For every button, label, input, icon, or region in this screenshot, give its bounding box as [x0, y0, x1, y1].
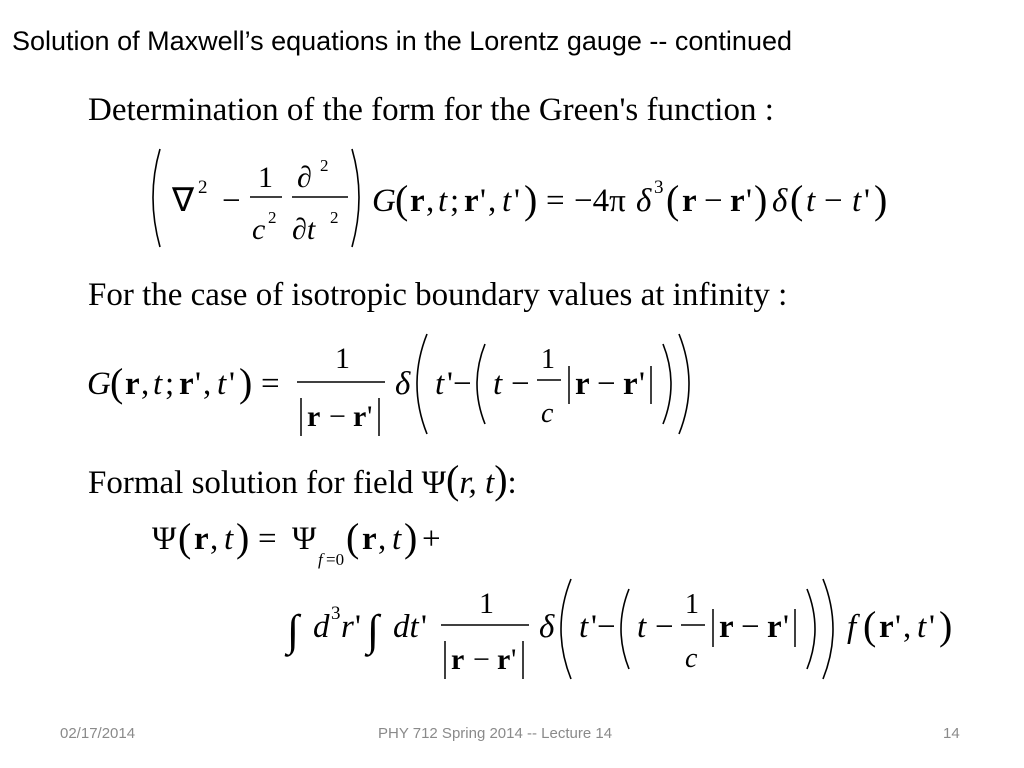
svg-text:r: r — [125, 366, 140, 402]
svg-text:∂: ∂ — [297, 161, 312, 194]
svg-text:t: t — [852, 183, 862, 219]
slide-title: Solution of Maxwell’s equations in the Lorentz gauge -- continued — [12, 26, 792, 56]
svg-text:,: , — [203, 366, 212, 402]
heading-formal-solution: Formal solution for field Ψ(r, t): — [88, 457, 517, 502]
heading-formal-args: r, t — [459, 465, 495, 501]
svg-text:−: − — [473, 643, 490, 676]
svg-text:c: c — [541, 398, 554, 429]
svg-text:∫: ∫ — [367, 606, 380, 655]
svg-text:': ' — [929, 609, 935, 645]
svg-text:t: t — [579, 609, 589, 645]
svg-text:;: ; — [165, 366, 175, 402]
svg-text:r: r — [497, 643, 511, 676]
svg-text:): ) — [874, 177, 888, 222]
formal-solution-line2 — [285, 575, 965, 690]
svg-text:=0: =0 — [326, 550, 345, 569]
svg-text:): ) — [404, 515, 418, 560]
svg-text:): ) — [239, 360, 253, 405]
svg-text:r: r — [719, 609, 734, 645]
svg-text:t: t — [435, 366, 445, 402]
heading-formal-colon: : — [507, 465, 517, 501]
footer-page-number: 14 — [943, 725, 960, 742]
heading-isotropic: For the case of isotropic boundary values at infinity : — [88, 277, 788, 313]
svg-text:−: − — [704, 183, 723, 219]
svg-text:δ: δ — [636, 183, 652, 219]
svg-text:G: G — [372, 183, 396, 219]
svg-text:': ' — [480, 183, 486, 219]
svg-text:': ' — [514, 183, 520, 219]
svg-text:,: , — [378, 521, 387, 557]
svg-text:r: r — [464, 183, 479, 219]
svg-text:r: r — [362, 521, 377, 557]
formal-solution-line1 — [150, 505, 480, 585]
svg-text:r: r — [623, 366, 638, 402]
svg-text:−: − — [741, 609, 760, 645]
svg-text:,: , — [141, 366, 150, 402]
svg-text:): ) — [524, 177, 538, 222]
svg-text:): ) — [236, 515, 250, 560]
svg-text:'−: '− — [447, 366, 472, 402]
svg-text:dt: dt — [393, 609, 419, 645]
svg-text:': ' — [639, 366, 645, 402]
svg-text:': ' — [746, 183, 752, 219]
svg-text:r: r — [410, 183, 425, 219]
svg-text:d: d — [313, 609, 330, 645]
svg-text:': ' — [421, 609, 427, 645]
svg-text:(: ( — [790, 177, 804, 222]
svg-text:,: , — [488, 183, 497, 219]
svg-text:t: t — [392, 521, 402, 557]
svg-text:=: = — [261, 366, 280, 402]
svg-text:G: G — [87, 366, 111, 402]
svg-text:': ' — [195, 366, 201, 402]
svg-text:'−: '− — [591, 609, 616, 645]
svg-text:,: , — [210, 521, 219, 557]
svg-text:1: 1 — [685, 589, 699, 620]
svg-text:(: ( — [178, 515, 192, 560]
svg-text:': ' — [511, 643, 517, 676]
svg-text:r: r — [767, 609, 782, 645]
svg-text:r: r — [341, 609, 354, 645]
svg-text:f: f — [847, 609, 857, 645]
svg-text:t: t — [637, 609, 647, 645]
svg-text:(: ( — [666, 177, 680, 222]
heading-formal-psi: Ψ — [421, 465, 446, 501]
svg-text:(: ( — [346, 515, 360, 560]
svg-text:r: r — [307, 400, 321, 433]
svg-text:2: 2 — [268, 208, 277, 227]
svg-text:t: t — [806, 183, 816, 219]
heading-formal-label: Formal solution for field — [88, 465, 414, 501]
svg-text:+: + — [422, 521, 441, 557]
footer-date: 02/17/2014 — [60, 725, 136, 742]
svg-text:': ' — [355, 609, 361, 645]
svg-text:3: 3 — [331, 603, 341, 624]
svg-text:c: c — [685, 643, 698, 674]
svg-text:f: f — [318, 550, 323, 569]
svg-text:(: ( — [395, 177, 409, 222]
svg-text:δ: δ — [539, 609, 555, 645]
svg-text:3: 3 — [654, 177, 664, 198]
svg-text:t: t — [493, 366, 503, 402]
svg-text:=: = — [258, 521, 277, 557]
svg-text:1: 1 — [479, 587, 494, 620]
svg-text:,: , — [903, 609, 912, 645]
svg-text:;: ; — [450, 183, 460, 219]
svg-text:t: t — [153, 366, 163, 402]
svg-text:): ) — [939, 603, 953, 648]
svg-text:(: ( — [110, 360, 124, 405]
heading-green-function: Determination of the form for the Green's function : — [88, 92, 774, 128]
svg-text:2: 2 — [198, 177, 208, 198]
svg-text:): ) — [754, 177, 768, 222]
svg-text:': ' — [895, 609, 901, 645]
svg-text:1: 1 — [335, 342, 350, 375]
svg-text:δ: δ — [772, 183, 788, 219]
svg-text:−: − — [597, 366, 616, 402]
svg-text:r: r — [575, 366, 590, 402]
svg-text:r: r — [682, 183, 697, 219]
svg-text:r: r — [451, 643, 465, 676]
svg-text:−: − — [329, 400, 346, 433]
svg-text:c: c — [252, 213, 266, 246]
svg-text:δ: δ — [395, 366, 411, 402]
green-function-equation — [85, 330, 705, 445]
svg-text:r: r — [353, 400, 367, 433]
svg-text:−4π: −4π — [574, 183, 626, 219]
svg-text:1: 1 — [541, 344, 555, 375]
wave-equation — [140, 143, 900, 263]
svg-text:r: r — [179, 366, 194, 402]
svg-text:t: t — [217, 366, 227, 402]
svg-text:∂t: ∂t — [292, 213, 316, 246]
svg-text:−: − — [655, 609, 674, 645]
svg-text:': ' — [367, 400, 373, 433]
svg-text:t: t — [917, 609, 927, 645]
svg-text:r: r — [879, 609, 894, 645]
svg-text:r: r — [730, 183, 745, 219]
svg-text:2: 2 — [320, 156, 329, 175]
svg-text:,: , — [426, 183, 435, 219]
svg-text:1: 1 — [258, 161, 273, 194]
svg-text:': ' — [783, 609, 789, 645]
svg-text:∫: ∫ — [287, 606, 300, 655]
svg-text:t: t — [224, 521, 234, 557]
svg-text:∇: ∇ — [172, 183, 195, 219]
svg-text:': ' — [864, 183, 870, 219]
svg-text:t: t — [502, 183, 512, 219]
svg-text:r: r — [194, 521, 209, 557]
svg-text:t: t — [438, 183, 448, 219]
svg-text:Ψ: Ψ — [152, 521, 177, 557]
svg-text:': ' — [229, 366, 235, 402]
footer-course: PHY 712 Spring 2014 -- Lecture 14 — [378, 725, 613, 742]
svg-text:−: − — [824, 183, 843, 219]
svg-text:−: − — [222, 183, 241, 219]
svg-text:−: − — [511, 366, 530, 402]
svg-text:(: ( — [863, 603, 877, 648]
svg-text:=: = — [546, 183, 565, 219]
svg-text:Ψ: Ψ — [292, 521, 317, 557]
svg-text:2: 2 — [330, 208, 339, 227]
